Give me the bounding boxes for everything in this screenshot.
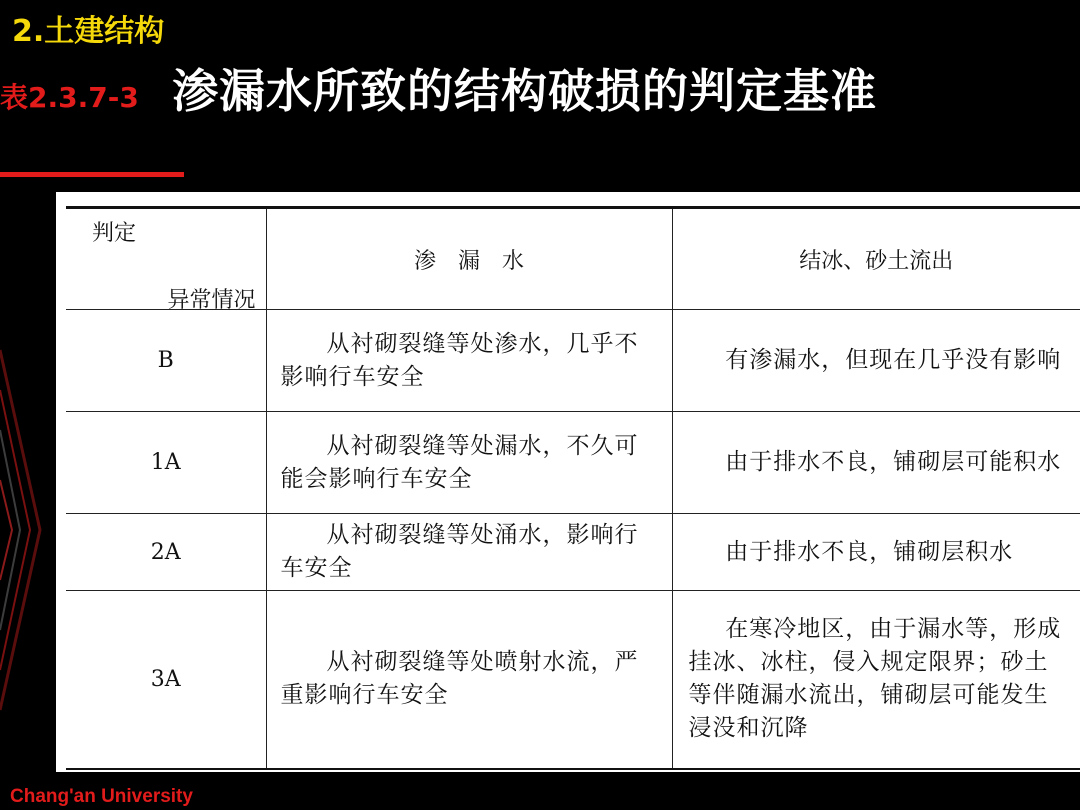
criteria-table-panel xyxy=(56,192,1080,772)
diagonal-header-cell xyxy=(66,208,266,313)
table-row xyxy=(66,514,1080,591)
table-row xyxy=(66,310,1080,412)
icing-cell: 由于排水不良，铺砌层可能积水 xyxy=(672,412,1080,514)
red-divider xyxy=(0,172,184,177)
table-row xyxy=(66,412,1080,514)
header-judgement-label: 判定 xyxy=(92,221,137,246)
table-code: 表2.3.7-3 xyxy=(0,81,139,114)
university-footer: Chang'an University xyxy=(10,786,193,807)
table-title: 渗漏水所致的结构破损的判定基准 xyxy=(172,64,877,118)
icing-cell: 在寒冷地区，由于漏水等，形成挂冰、冰柱，侵入规定限界；砂土等伴随漏水流出，铺砌层可能发生浸没和沉降 xyxy=(672,591,1080,769)
grade-cell: 1A xyxy=(66,412,266,514)
leakage-cell: 从衬砌裂缝等处涌水，影响行车安全 xyxy=(266,514,672,591)
icing-cell: 由于排水不良，铺砌层积水 xyxy=(672,514,1080,591)
grade-cell: 2A xyxy=(66,514,266,591)
leakage-cell: 从衬砌裂缝等处喷射水流，严重影响行车安全 xyxy=(266,591,672,769)
section-title: 2.土建结构 xyxy=(12,14,165,49)
decorative-chevrons xyxy=(0,330,56,750)
header-anomaly-label: 异常情况 xyxy=(167,288,256,313)
table-row xyxy=(66,591,1080,769)
leakage-cell: 从衬砌裂缝等处漏水，不久可能会影响行车安全 xyxy=(266,412,672,514)
header-leakage: 渗 漏 水 xyxy=(266,208,672,310)
grade-cell: 3A xyxy=(66,591,266,769)
table-header-row xyxy=(66,208,1080,310)
header-icing-sand: 结冰、砂土流出 xyxy=(672,208,1080,310)
leakage-cell: 从衬砌裂缝等处渗水，几乎不影响行车安全 xyxy=(266,310,672,412)
grade-cell: B xyxy=(66,310,266,412)
criteria-table xyxy=(66,206,1080,770)
icing-cell: 有渗漏水，但现在几乎没有影响 xyxy=(672,310,1080,412)
